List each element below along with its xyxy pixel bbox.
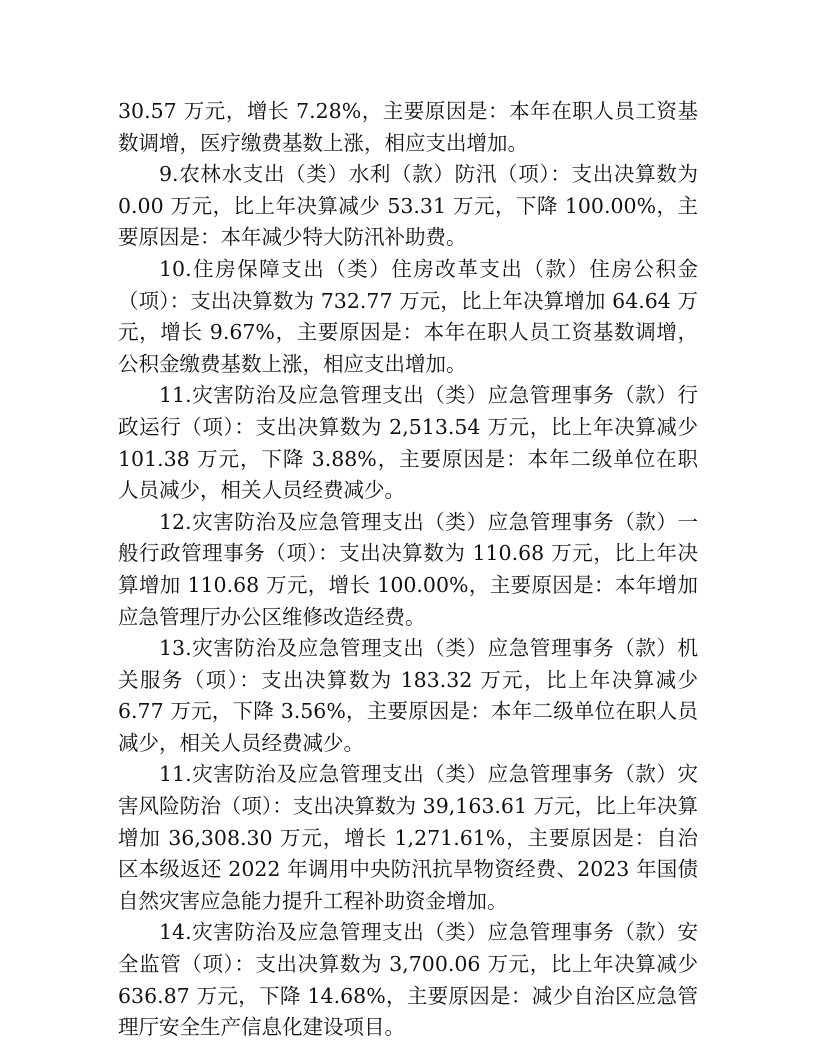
paragraph-item-9: 9.农林水支出（类）水利（款）防汛（项）：支出决算数为 0.00 万元，比上年决算减少 53.31 万元，下降 100.00%，主要原因是：本年减少特大防汛补助费。	[118, 162, 698, 250]
paragraph-item-14: 14.灾害防治及应急管理支出（类）应急管理事务（款）安全监管（项）：支出决算数为 3,700.06 万元，比上年决算减少 636.87 万元，下降 14.68%，主要原因是：减少自治区应急管理厅安全生产信息化建设项目。	[118, 920, 698, 1040]
document-page	[118, 96, 698, 1044]
paragraph-item-11-disaster-risk: 11.灾害防治及应急管理支出（类）应急管理事务（款）灾害风险防治（项）：支出决算数为 39,163.61 万元，比上年决算增加 36,308.30 万元，增长 1,271.61%，主要原因是：自治区本级返还 2022 年调用中央防汛抗旱物资经费、2023 年国债自然灾害应急能力提升工程补助资金增加。	[118, 762, 698, 913]
paragraph-item-12: 12.灾害防治及应急管理支出（类）应急管理事务（款）一般行政管理事务（项）：支出决算数为 110.68 万元，比上年决算增加 110.68 万元，增长 100.00%，主要原因是：本年增加应急管理厅办公区维修改造经费。	[118, 509, 698, 629]
paragraph-continuation: 30.57 万元，增长 7.28%，主要原因是：本年在职人员工资基数调增，医疗缴费基数上涨，相应支出增加。	[118, 99, 698, 155]
paragraph-item-10: 10.住房保障支出（类）住房改革支出（款）住房公积金（项）：支出决算数为 732.77 万元，比上年决算增加 64.64 万元，增长 9.67%，主要原因是：本年在职人员工资基数调增，公积金缴费基数上涨，相应支出增加。	[118, 256, 698, 376]
paragraph-item-13: 13.灾害防治及应急管理支出（类）应急管理事务（款）机关服务（项）：支出决算数为 183.32 万元，比上年决算减少 6.77 万元，下降 3.56%，主要原因是：本年二级单位在职人员减少，相关人员经费减少。	[118, 636, 698, 755]
paragraph-item-11-admin-operation: 11.灾害防治及应急管理支出（类）应急管理事务（款）行政运行（项）：支出决算数为 2,513.54 万元，比上年决算减少 101.38 万元，下降 3.88%，主要原因是：本年二级单位在职人员减少，相关人员经费减少。	[118, 383, 698, 503]
